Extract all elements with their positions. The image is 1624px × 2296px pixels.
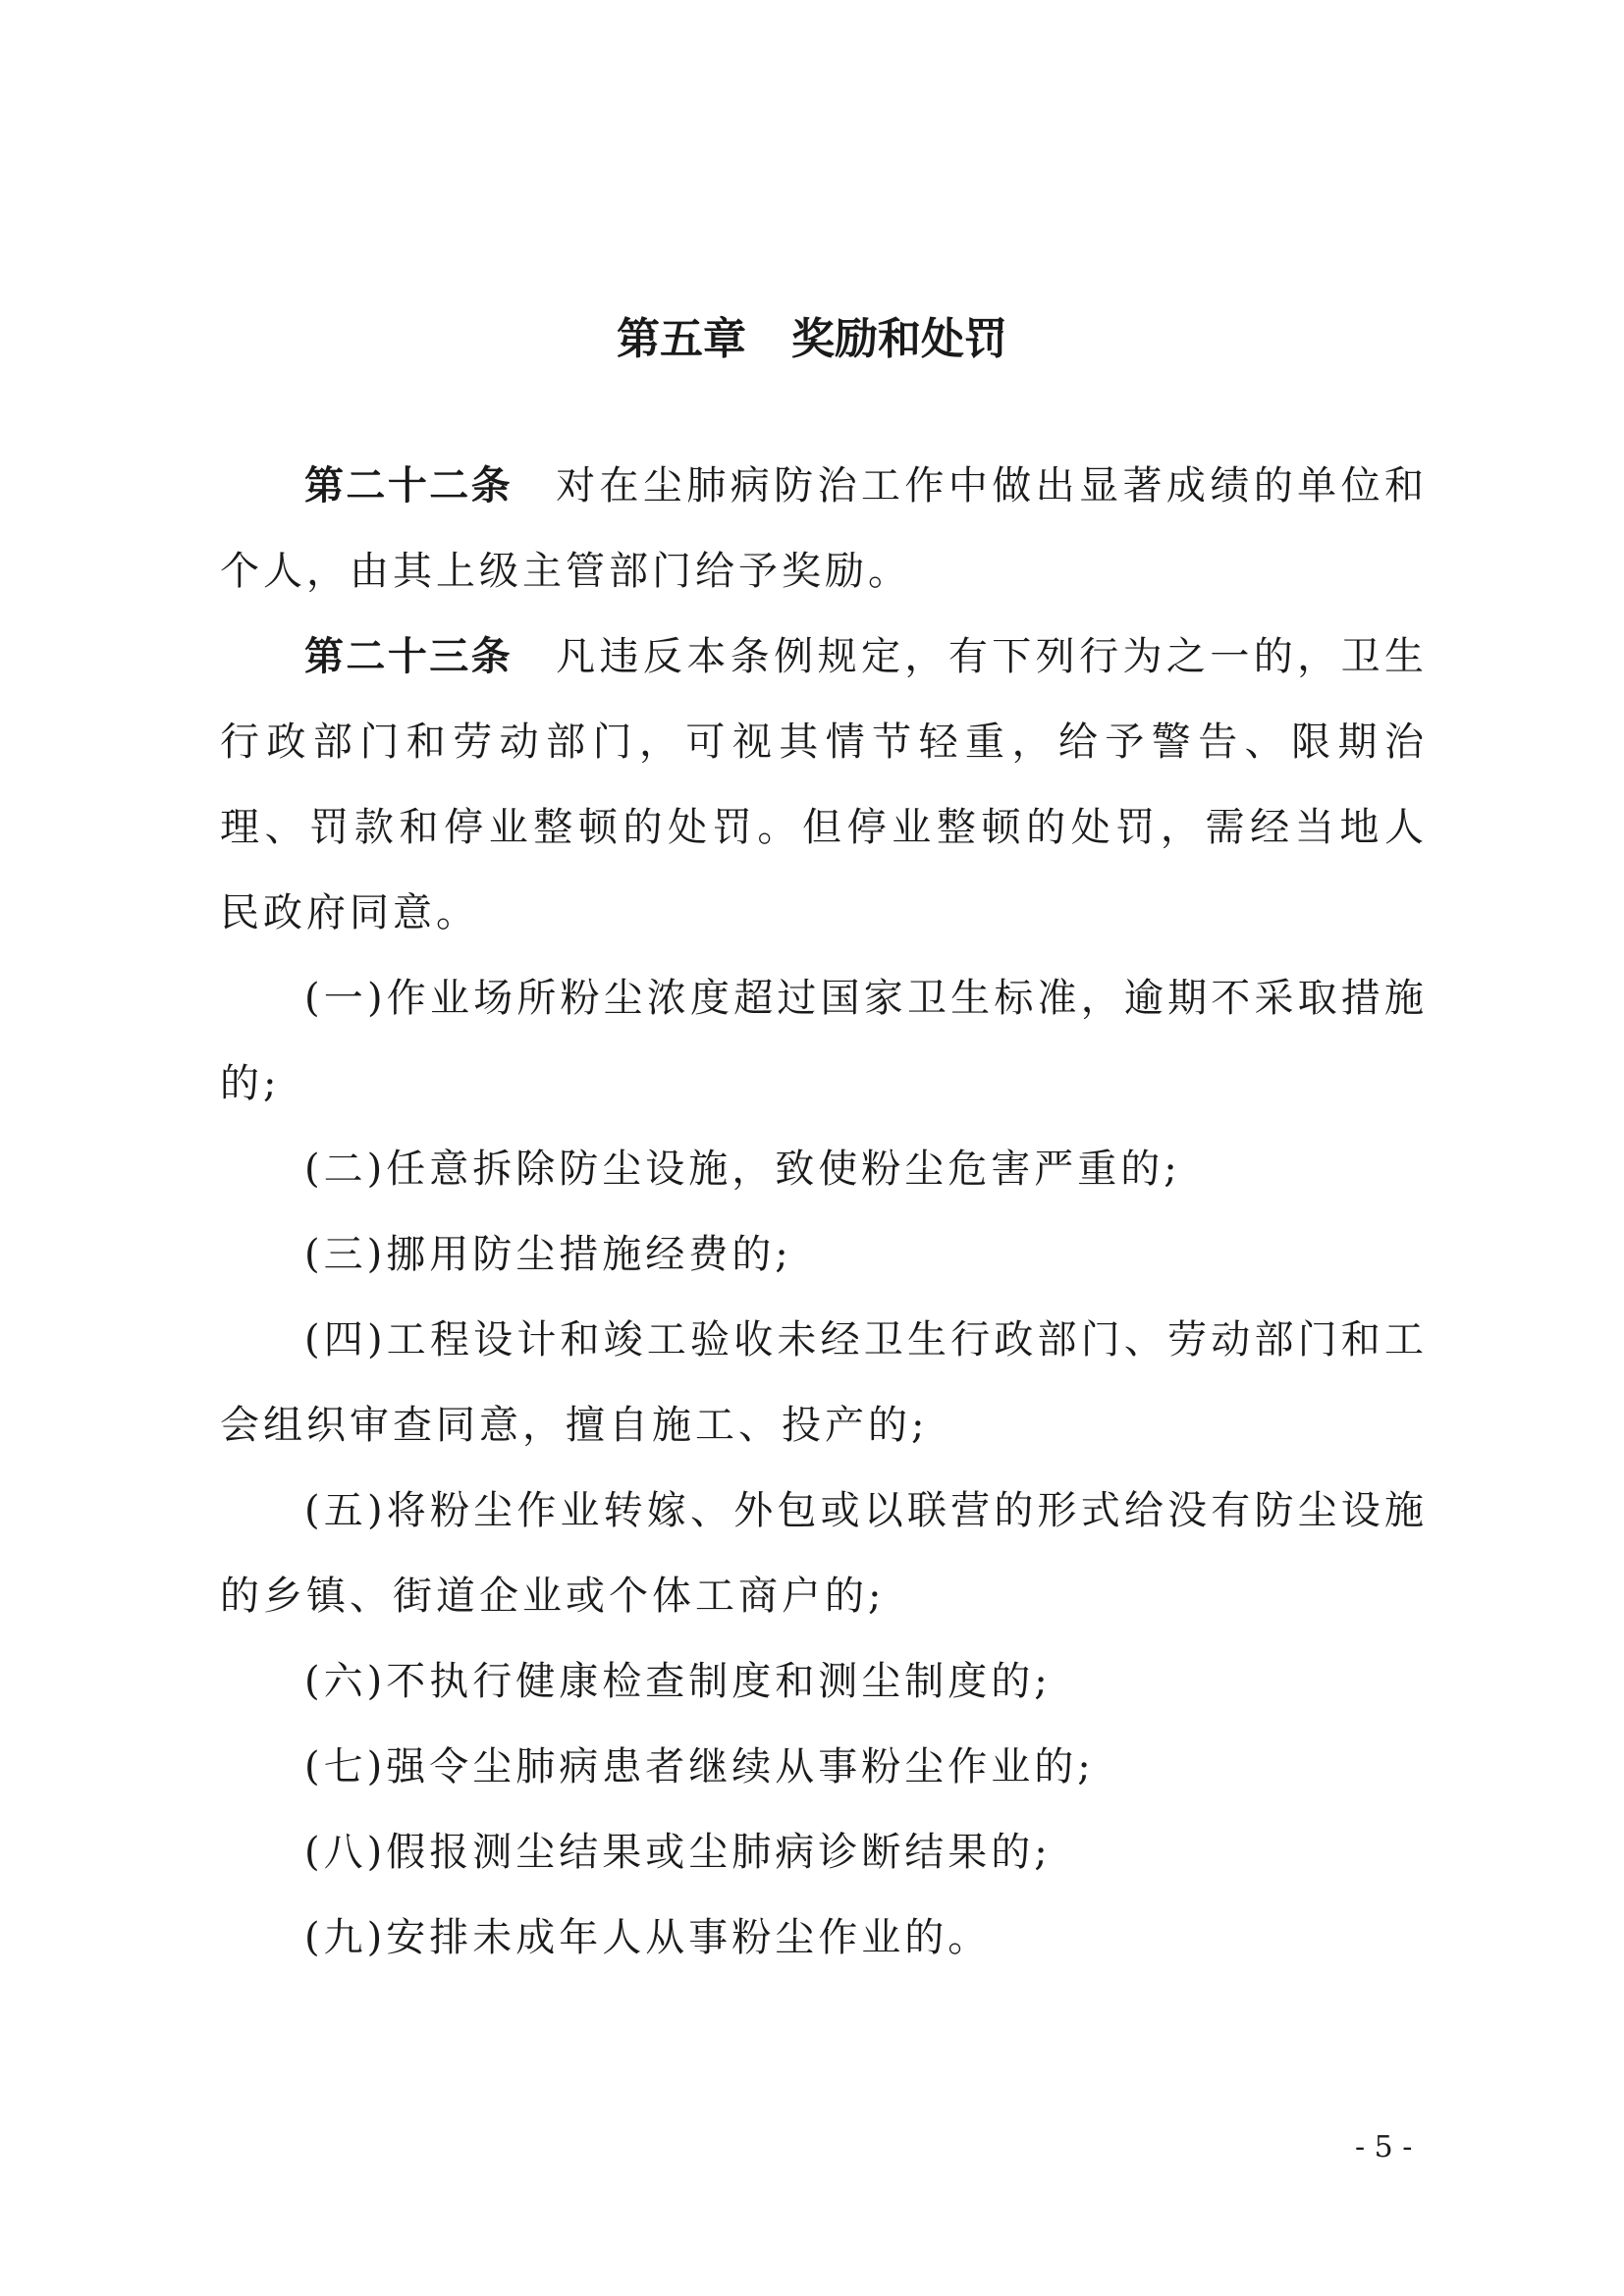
article-number: 第二十三条 bbox=[304, 634, 514, 679]
document-body bbox=[220, 444, 1428, 1981]
list-item-2: (二)任意拆除防尘设施，致使粉尘危害严重的; bbox=[304, 1147, 1181, 1192]
article-text: 对在尘肺病防治工作中做出显著成绩的单位和个人，由其上级主管部门给予奖励。 bbox=[220, 463, 1429, 594]
article-number: 第二十二条 bbox=[304, 463, 514, 508]
page-number: - 5 - bbox=[1355, 2130, 1413, 2164]
chapter-title: 第五章 奖励和处罚 bbox=[617, 314, 1007, 364]
list-item-8: (八)假报测尘结果或尘肺病诊断结果的; bbox=[304, 1830, 1052, 1875]
list-item-5: (五)将粉尘作业转嫁、外包或以联营的形式给没有防尘设施的乡镇、街道企业或个体工商户的; bbox=[220, 1488, 1428, 1619]
list-item-6: (六)不执行健康检查制度和测尘制度的; bbox=[304, 1659, 1052, 1704]
list-item-1: (一)作业场所粉尘浓度超过国家卫生标准，逾期不采取措施的; bbox=[220, 976, 1428, 1106]
list-item-3: (三)挪用防尘措施经费的; bbox=[304, 1232, 792, 1277]
article-text: 凡违反本条例规定，有下列行为之一的，卫生行政部门和劳动部门，可视其情节轻重，给予警告、限期治理、罚款和停业整顿的处罚。但停业整顿的处罚，需经当地人民政府同意。 bbox=[220, 634, 1429, 935]
list-item-9: (九)安排未成年人从事粉尘作业的。 bbox=[304, 1915, 992, 1960]
article-22 bbox=[220, 444, 1428, 614]
article-23 bbox=[220, 614, 1428, 956]
list-item-4: (四)工程设计和竣工验收未经卫生行政部门、劳动部门和工会组织审查同意，擅自施工、投产的; bbox=[220, 1317, 1428, 1448]
list-item-7: (七)强令尘肺病患者继续从事粉尘作业的; bbox=[304, 1744, 1095, 1789]
